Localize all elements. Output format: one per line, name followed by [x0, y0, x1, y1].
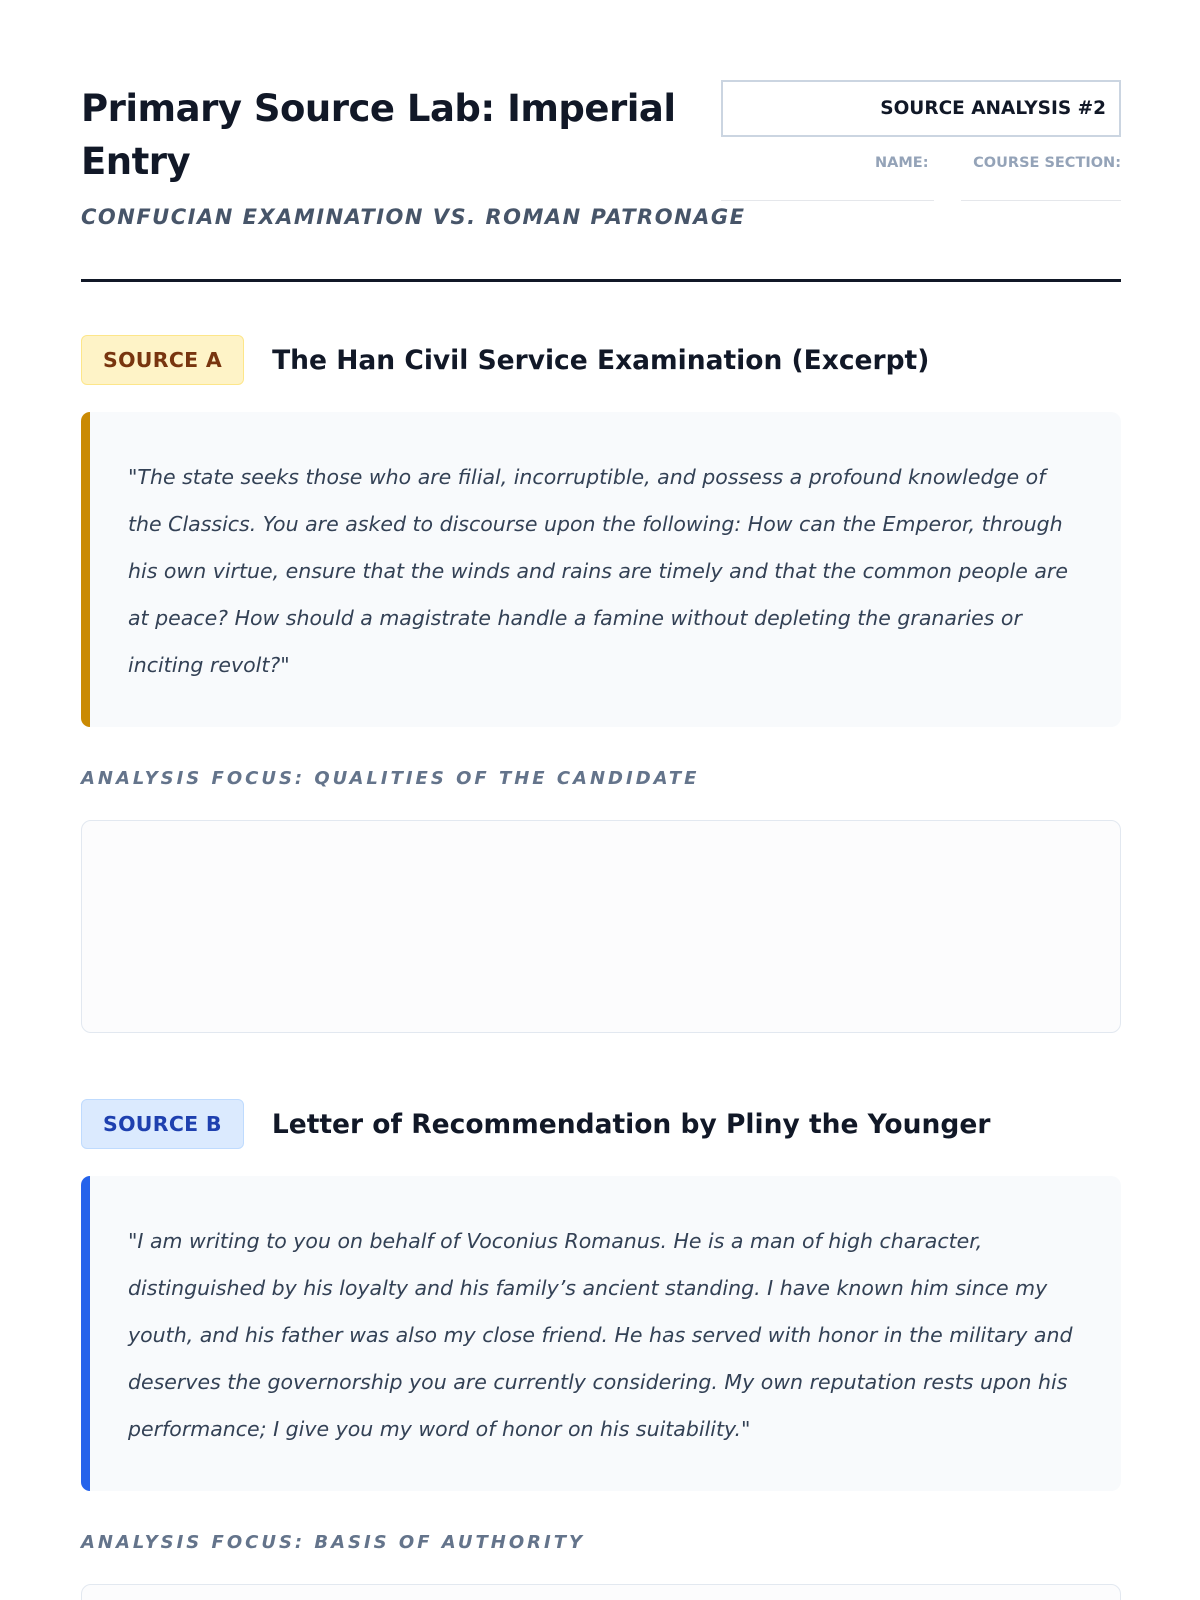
source-b-focus-label: ANALYSIS FOCUS: BASIS OF AUTHORITY: [81, 1532, 586, 1553]
source-a-focus-label: ANALYSIS FOCUS: QUALITIES OF THE CANDIDATE: [81, 768, 700, 789]
source-a-answer-box[interactable]: [81, 820, 1121, 1033]
source-b-badge: SOURCE B: [81, 1099, 244, 1149]
name-field[interactable]: [721, 200, 934, 201]
page-subtitle: CONFUCIAN EXAMINATION VS. ROMAN PATRONAGE: [81, 205, 746, 229]
page-title: Primary Source Lab: Imperial Entry: [81, 87, 676, 183]
course-section-field[interactable]: [961, 200, 1121, 201]
analysis-number-box: SOURCE ANALYSIS #2: [721, 80, 1121, 137]
source-b-answer-box[interactable]: [81, 1584, 1121, 1600]
source-a-badge: SOURCE A: [81, 335, 244, 385]
source-a-title: The Han Civil Service Examination (Excerpt): [272, 344, 930, 376]
source-b-quote: "I am writing to you on behalf of Voconius Romanus. He is a man of high character, distinguished by his loyalty and his family’s ancient standing. I have known him since my youth, and his father was also my close friend. He has served with honor in the military and deserves the governorship you are currently considering. My own reputation rests upon his performance; I give you my word of honor on his suitability.": [81, 1176, 1121, 1491]
worksheet-header: [81, 80, 1121, 282]
source-a-header: [81, 335, 929, 385]
course-section-label: COURSE SECTION:: [973, 155, 1121, 171]
source-a-quote: "The state seeks those who are filial, incorruptible, and possess a profound knowledge of the Classics. You are asked to discourse upon the following: How can the Emperor, through his own virtue, ensure that the winds and rains are timely and that the common people are at peace? How should a magistrate handle a famine without depleting the granaries or inciting revolt?": [81, 412, 1121, 727]
source-b-title: Letter of Recommendation by Pliny the Younger: [271, 1108, 991, 1140]
name-label: NAME:: [875, 155, 929, 171]
worksheet-page: [81, 80, 1121, 1553]
source-b-header: [81, 1099, 990, 1149]
